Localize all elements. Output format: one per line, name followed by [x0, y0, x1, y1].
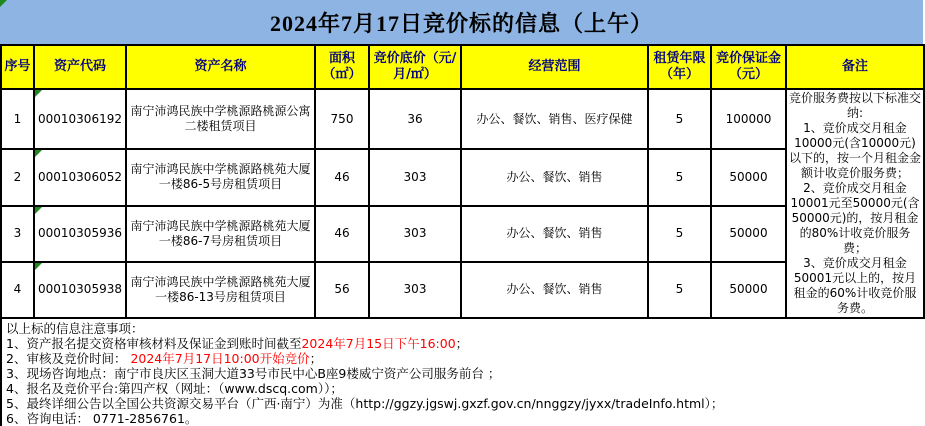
table-row	[1, 206, 924, 262]
cell-error-indicator-icon	[0, 0, 7, 7]
cell-base-price: 36	[369, 89, 461, 149]
note-line-1	[6, 336, 923, 351]
note-line-6: 6、咨询电话： 0771-2856761。	[6, 411, 198, 426]
cell-asset-name: 南宁沛鸿民族中学桃源路桃苑大厦一楼86-13号房租赁项目	[126, 262, 315, 318]
notes-heading: 以上标的信息注意事项：	[6, 321, 144, 336]
remark-line: 1、竞价成交月租金10000元(含10000元)以下的，按一个月租金金额计收竞价服务费；	[789, 121, 922, 180]
cell-base-price: 303	[369, 149, 461, 205]
cell-remark	[786, 89, 924, 318]
note-text: 2、审核及竞价时间：	[6, 351, 131, 366]
cell-asset-name: 南宁沛鸿民族中学桃源路桃苑大厦一楼86-7号房租赁项目	[126, 206, 315, 262]
cell-error-indicator-icon	[35, 150, 42, 157]
cell-error-indicator-icon	[35, 263, 42, 270]
note-deadline-highlight: 2024年7月15日下午16:00	[301, 336, 456, 351]
cell-seq: 1	[1, 89, 34, 149]
note-text: ；	[455, 336, 469, 351]
note-line-3: 3、现场咨询地点：南宁市良庆区玉洞大道33号市民中心B座9楼威宁资产公司服务前台 ；	[6, 366, 501, 381]
cell-asset-code	[34, 262, 126, 318]
header-asset-name: 资产名称	[126, 45, 315, 89]
header-seq: 序号	[1, 45, 34, 89]
note-text: 1、资产报名提交资格审核材料及保证金到账时间截至	[6, 336, 302, 351]
cell-deposit: 50000	[711, 262, 786, 318]
cell-lease-years: 5	[648, 89, 711, 149]
notes-section	[0, 319, 923, 426]
cell-deposit: 50000	[711, 149, 786, 205]
cell-area: 46	[315, 206, 369, 262]
header-deposit: 竞价保证金（元）	[711, 45, 786, 89]
table-header-row	[1, 45, 924, 89]
cell-area: 46	[315, 149, 369, 205]
cell-business-scope: 办公、餐饮、销售	[461, 149, 648, 205]
table-row	[1, 262, 924, 318]
asset-code: 00010305938	[38, 282, 122, 297]
header-lease-years: 租赁年限（年）	[648, 45, 711, 89]
remark-line: 3、竞价成交月租金50001元以上的，按月租金的60%计收竞价服务费。	[793, 256, 917, 315]
header-area: 面积（㎡）	[315, 45, 369, 89]
cell-asset-code	[34, 149, 126, 205]
cell-business-scope: 办公、餐饮、销售	[461, 262, 648, 318]
remark-line: 2、竞价成交月租金10001元至50000元(含50000元)的，按月租金的80%计收竞价服务费；	[790, 181, 920, 255]
note-auction-time-highlight: 2024年7月17日10:00开始竞价	[130, 351, 310, 366]
asset-code: 00010306192	[38, 111, 122, 126]
cell-base-price: 303	[369, 206, 461, 262]
cell-business-scope: 办公、餐饮、销售、医疗保健	[461, 89, 648, 149]
auction-table	[0, 44, 925, 319]
cell-deposit: 100000	[711, 89, 786, 149]
table-row	[1, 149, 924, 205]
cell-area: 750	[315, 89, 369, 149]
cell-asset-code	[34, 89, 126, 149]
cell-asset-name: 南宁沛鸿民族中学桃源路桃源公寓二楼租赁项目	[126, 89, 315, 149]
asset-code: 00010306052	[38, 169, 122, 184]
title-bar	[0, 0, 923, 44]
note-line-4: 4、报名及竞价平台:第四产权（网址：（www.dscq.com））；	[6, 381, 343, 396]
note-line-5: 5、最终详细公告以全国公共资源交易平台（广西·南宁）为准（http://ggzy.jgswj.gxzf.gov.cn/nnggzy/jyxx/tradeInfo.html）；	[6, 396, 724, 411]
cell-area: 56	[315, 262, 369, 318]
table-row	[1, 89, 924, 149]
cell-lease-years: 5	[648, 149, 711, 205]
cell-lease-years: 5	[648, 206, 711, 262]
cell-error-indicator-icon	[35, 207, 42, 214]
header-base-price: 竞价底价（元/月/㎡）	[369, 45, 461, 89]
note-line-2	[6, 351, 923, 366]
cell-lease-years: 5	[648, 262, 711, 318]
cell-asset-name: 南宁沛鸿民族中学桃源路桃苑大厦一楼86-5号房租赁项目	[126, 149, 315, 205]
cell-seq: 2	[1, 149, 34, 205]
cell-seq: 4	[1, 262, 34, 318]
cell-base-price: 303	[369, 262, 461, 318]
header-asset-code: 资产代码	[34, 45, 126, 89]
header-remark: 备注	[786, 45, 924, 89]
note-text: ；	[309, 351, 323, 366]
asset-code: 00010305936	[38, 226, 122, 241]
cell-seq: 3	[1, 206, 34, 262]
cell-business-scope: 办公、餐饮、销售	[461, 206, 648, 262]
page-title: 2024年7月17日竞价标的信息（上午）	[269, 10, 653, 36]
cell-error-indicator-icon	[35, 90, 42, 97]
cell-deposit: 50000	[711, 206, 786, 262]
remark-line: 竞价服务费按以下标准交纳:	[789, 91, 922, 120]
cell-asset-code	[34, 206, 126, 262]
header-business-scope: 经营范围	[461, 45, 648, 89]
